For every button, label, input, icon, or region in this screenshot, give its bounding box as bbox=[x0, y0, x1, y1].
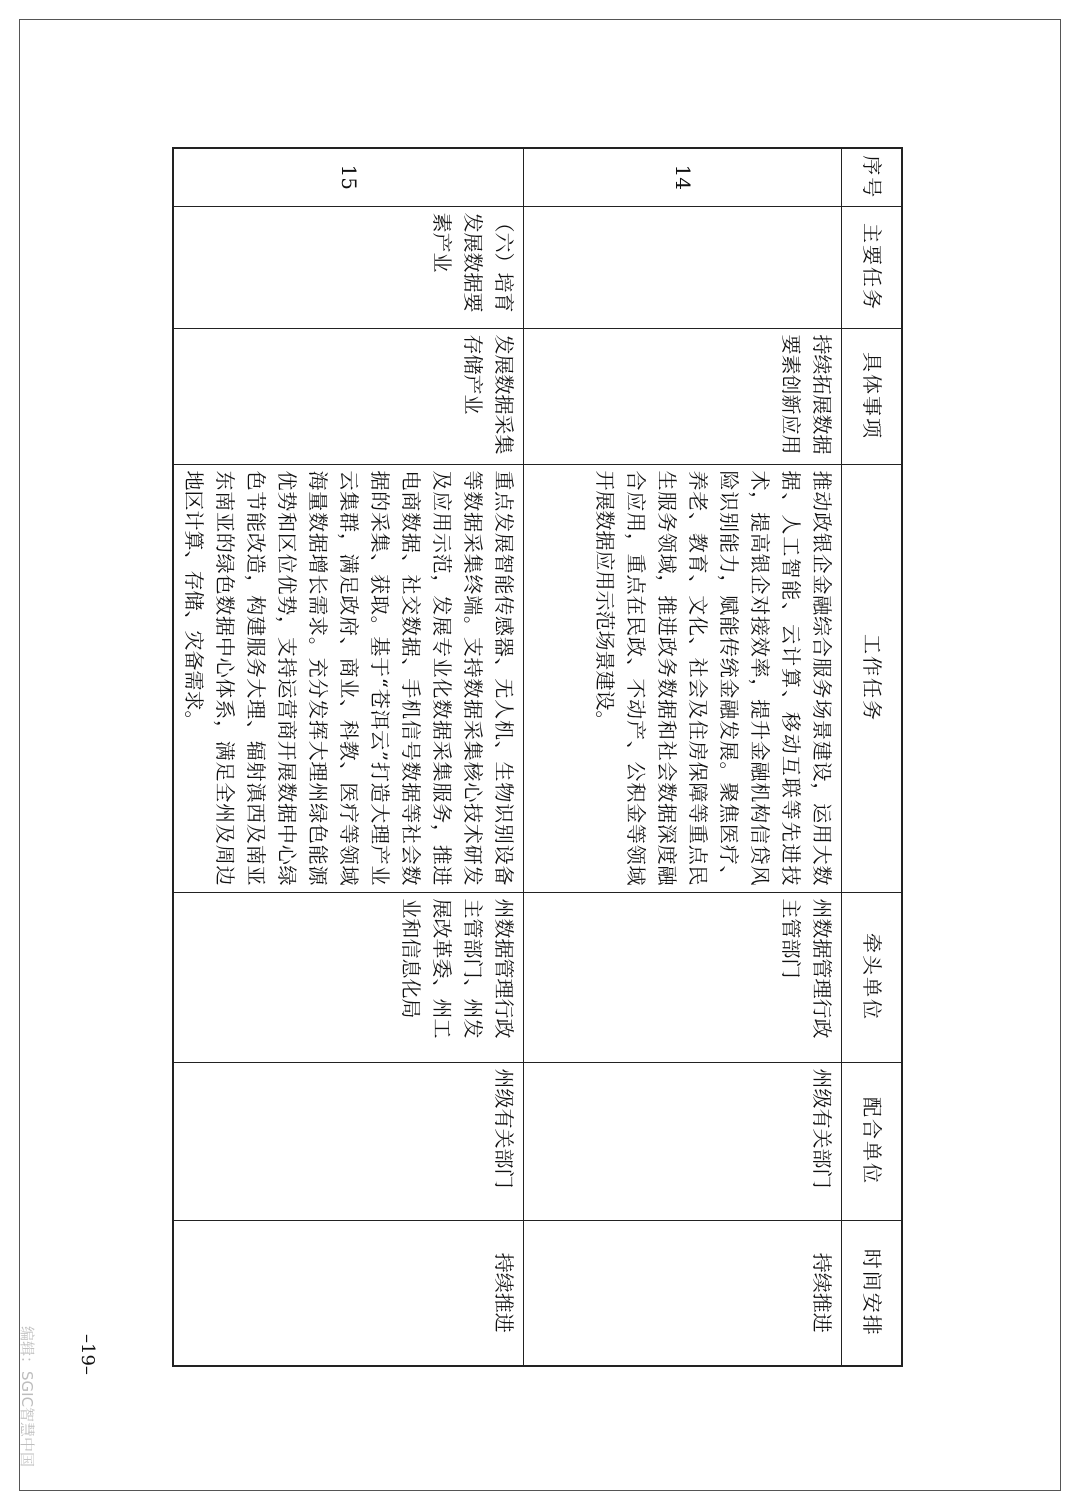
cell-schedule: 持续推进 bbox=[174, 1220, 525, 1366]
cell-lead-unit: 州数据管理行政主管部门 bbox=[524, 892, 842, 1062]
cell-schedule: 持续推进 bbox=[524, 1220, 842, 1366]
cell-main-task: （六）培育发展数据要素产业 bbox=[174, 206, 525, 328]
header-work-task: 工作任务 bbox=[842, 464, 902, 892]
task-table-container bbox=[182, 147, 903, 1365]
header-main-task: 主要任务 bbox=[842, 206, 902, 328]
cell-lead-unit: 州数据管理行政主管部门、州发展改革委、州工业和信息化局 bbox=[174, 892, 525, 1062]
cell-main-task bbox=[524, 206, 842, 328]
cell-seq: 14 bbox=[524, 148, 842, 206]
header-seq: 序号 bbox=[842, 148, 902, 206]
header-lead-unit: 牵头单位 bbox=[842, 892, 902, 1062]
table-header-row bbox=[842, 148, 902, 1366]
cell-specific-item: 持续拓展数据要素创新应用 bbox=[524, 328, 842, 464]
page-number: –19– bbox=[77, 1334, 98, 1375]
cell-work-task: 推动政银企金融综合服务场景建设，运用大数据、人工智能、云计算、移动互联等先进技术，提高银企对接效率，提升金融机构信贷风险识别能力，赋能传统金融发展。聚焦医疗、养老、教育、文化、社会及住房保障等重点民生服务领域，推进政务数据和社会数据深度融合应用，重点在民政、不动产、公积金等领域开展数据应用示范场景建设。 bbox=[524, 464, 842, 892]
table-row bbox=[174, 148, 525, 1366]
cell-specific-item: 发展数据采集存储产业 bbox=[174, 328, 525, 464]
cell-work-task: 重点发展智能传感器、无人机、生物识别设备等数据采集终端。支持数据采集核心技术研发及应用示范，发展专业化数据采集服务，推进电商数据、社交数据、手机信号数据等社会数据的采集、获取。基于“苍洱云”打造大理产业云集群，满足政府、商业、科教、医疗等领域海量数据增长需求。充分发挥大理州绿色能源优势和区位优势，支持运营商开展数据中心绿色节能改造，构建服务大理、辐射滇西及南亚东南亚的绿色数据中心体系，满足全州及周边地区计算、存储、灾备需求。 bbox=[174, 464, 525, 892]
cell-coop-unit: 州级有关部门 bbox=[174, 1062, 525, 1220]
table-row bbox=[524, 148, 842, 1366]
header-schedule: 时间安排 bbox=[842, 1220, 902, 1366]
header-specific-item: 具体事项 bbox=[842, 328, 902, 464]
header-coop-unit: 配合单位 bbox=[842, 1062, 902, 1220]
cell-seq: 15 bbox=[174, 148, 525, 206]
watermark-text: 编辑：SGIC智慧中国 bbox=[18, 1326, 36, 1468]
cell-coop-unit: 州级有关部门 bbox=[524, 1062, 842, 1220]
task-table bbox=[173, 147, 904, 1367]
